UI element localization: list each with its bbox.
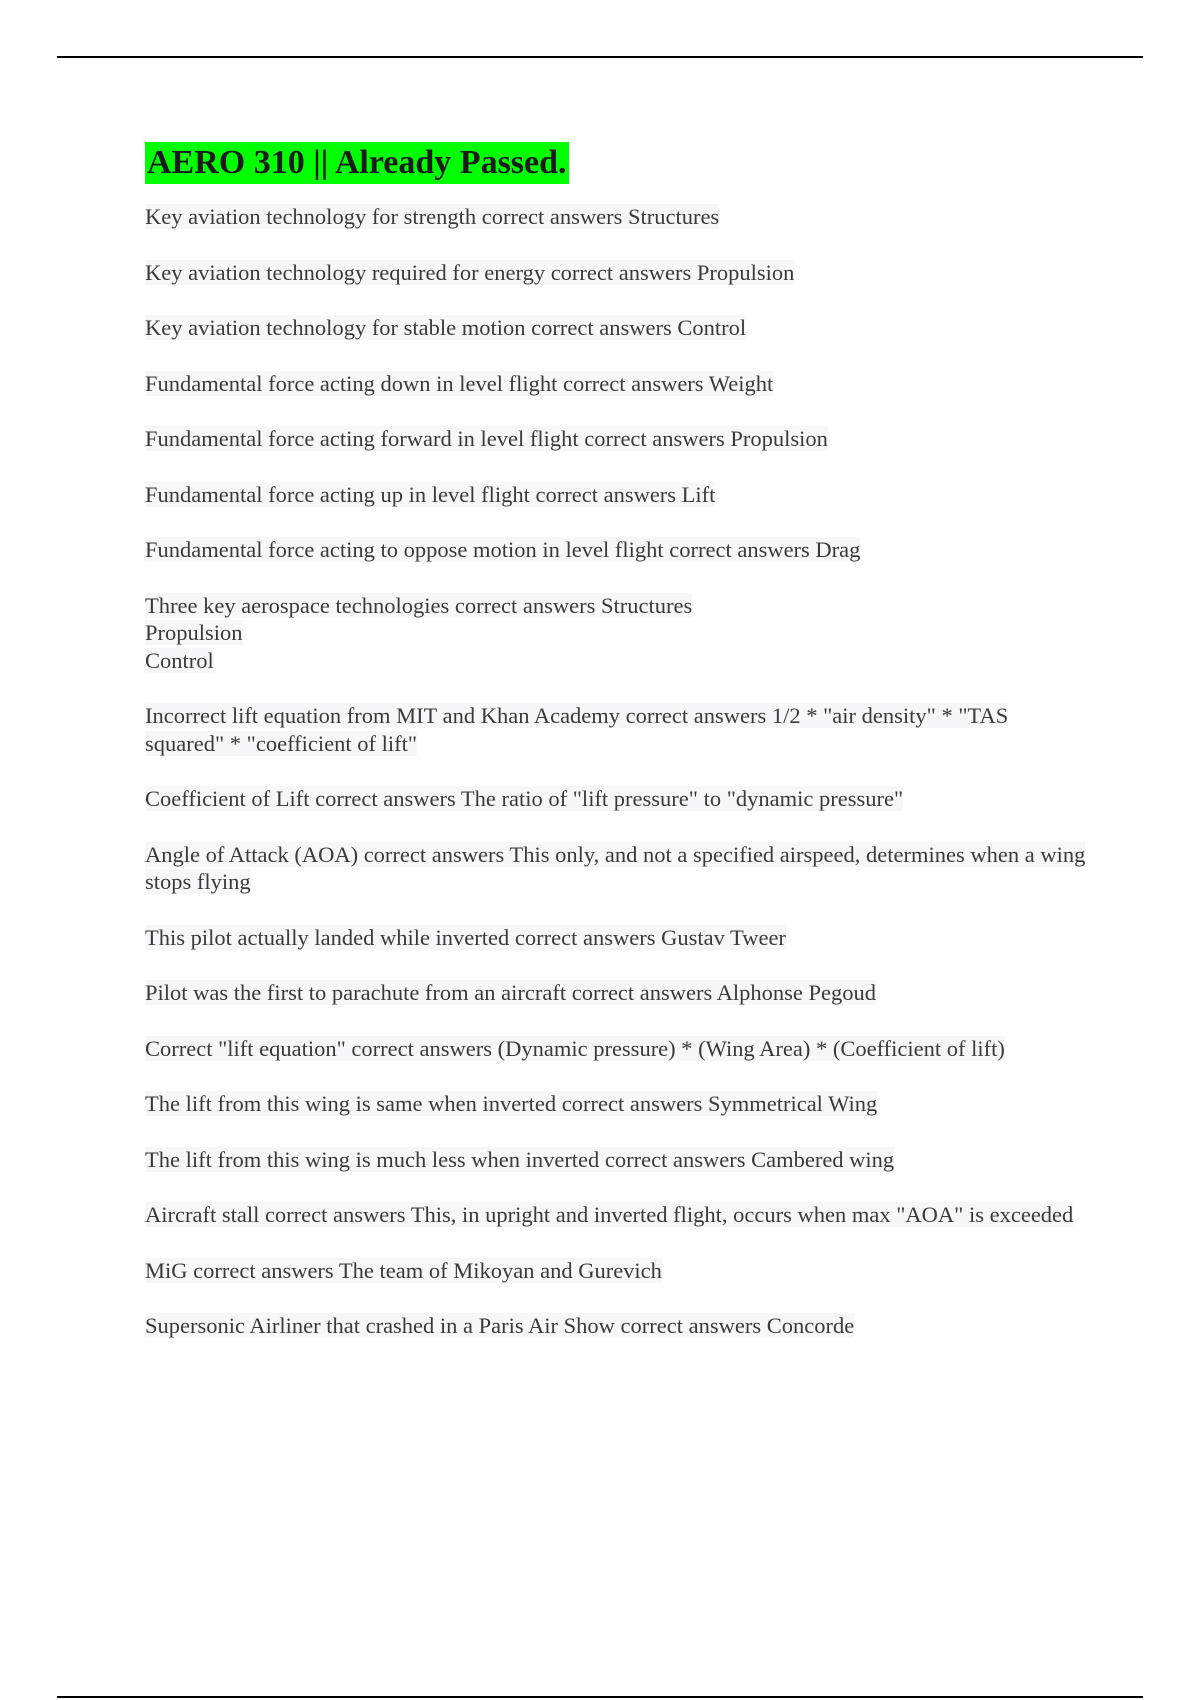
qa-item-text: Three key aerospace technologies correct answers Structures Propulsion Control — [145, 592, 693, 673]
qa-item-text: Fundamental force acting forward in level flight correct answers Propulsion — [145, 426, 828, 451]
qa-item — [145, 1257, 1090, 1285]
qa-item-text: The lift from this wing is much less when inverted correct answers Cambered wing — [145, 1146, 895, 1172]
qa-item-text: Pilot was the first to parachute from an aircraft correct answers Alphonse Pegoud — [145, 980, 877, 1005]
qa-item — [145, 1201, 1090, 1229]
header-rule — [57, 56, 1143, 58]
qa-item — [145, 481, 1090, 509]
qa-item — [145, 203, 1090, 231]
qa-item — [145, 1090, 1090, 1118]
qa-item — [145, 785, 1090, 813]
qa-item — [145, 1035, 1090, 1063]
qa-item-text: This pilot actually landed while inverted correct answers Gustav Tweer — [145, 924, 786, 950]
qa-item — [145, 924, 1090, 952]
qa-item — [145, 702, 1090, 757]
qa-item — [145, 425, 1090, 453]
qa-list — [145, 203, 1090, 1340]
qa-item-text: Supersonic Airliner that crashed in a Paris Air Show correct answers Concorde — [145, 1313, 855, 1338]
qa-item — [145, 370, 1090, 398]
qa-item-text: Correct "lift equation" correct answers (Dynamic pressure) * (Wing Area) * (Coefficient of lift) — [145, 1035, 1005, 1061]
qa-item — [145, 259, 1090, 287]
qa-item-text: Fundamental force acting up in level flight correct answers Lift — [145, 481, 716, 507]
qa-item-text: Aircraft stall correct answers This, in upright and inverted flight, occurs when max "AOA" is exceeded — [145, 1202, 1074, 1227]
footer-rule — [57, 1696, 1143, 1698]
qa-item — [145, 1146, 1090, 1174]
qa-item-text: Coefficient of Lift correct answers The ratio of "lift pressure" to "dynamic pressure" — [145, 786, 904, 811]
qa-item-text: The lift from this wing is same when inverted correct answers Symmetrical Wing — [145, 1091, 878, 1116]
qa-item — [145, 1312, 1090, 1340]
qa-item-text: Key aviation technology for strength correct answers Structures — [145, 204, 720, 229]
qa-item — [145, 841, 1090, 896]
qa-item-text: Incorrect lift equation from MIT and Khan Academy correct answers 1/2 * "air density" * "TAS squared" * "coefficient of lift" — [145, 703, 1009, 756]
qa-item-text: MiG correct answers The team of Mikoyan and Gurevich — [145, 1257, 662, 1283]
qa-item-text: Key aviation technology for stable motion correct answers Control — [145, 315, 747, 340]
qa-item — [145, 979, 1090, 1007]
qa-item — [145, 592, 1090, 675]
qa-item-text: Angle of Attack (AOA) correct answers This only, and not a specified airspeed, determines when a wing stops flying — [145, 841, 1086, 894]
qa-item-text: Fundamental force acting to oppose motion in level flight correct answers Drag — [145, 537, 861, 562]
qa-item — [145, 314, 1090, 342]
qa-item-text: Fundamental force acting down in level flight correct answers Weight — [145, 370, 774, 396]
qa-item-text: Key aviation technology required for energy correct answers Propulsion — [145, 259, 795, 285]
document-body — [145, 142, 1090, 1368]
qa-item — [145, 536, 1090, 564]
document-title: AERO 310 || Already Passed. — [145, 142, 569, 184]
